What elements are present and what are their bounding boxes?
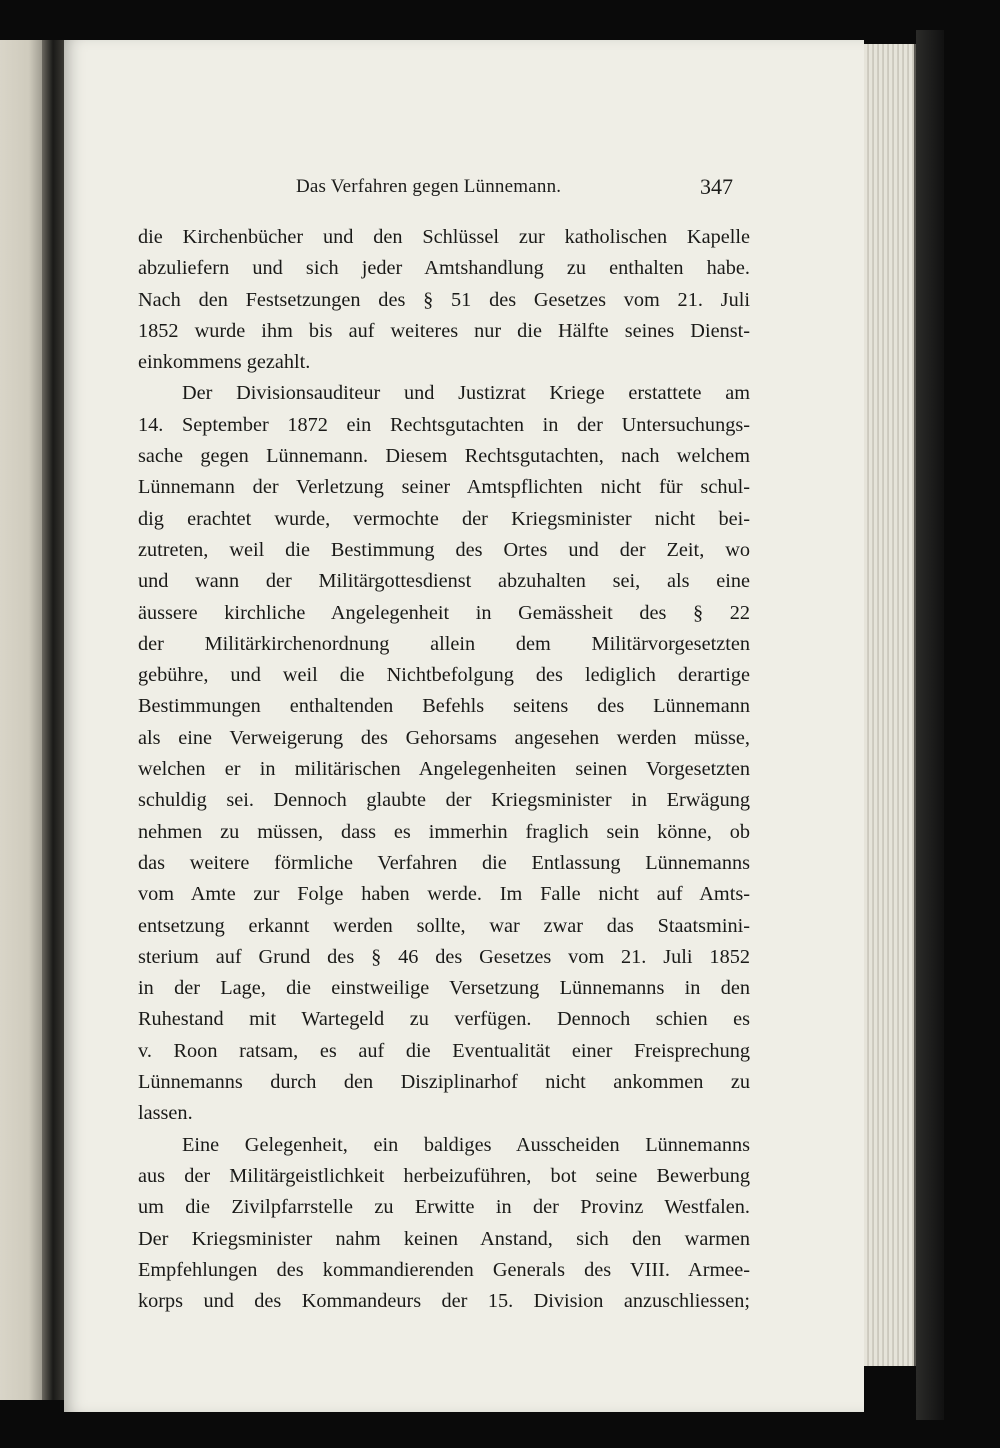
text-line: sterium auf Grund des § 46 des Gesetzes vom 21. Juli 1852 (138, 945, 750, 968)
body-text (138, 222, 750, 1317)
page-stack-edge (864, 44, 916, 1366)
text-line: welchen er in militärischen Angelegenheiten seinen Vorgesetzten (138, 758, 750, 781)
text-line: Nach den Festsetzungen des § 51 des Gesetzes vom 21. Juli (138, 288, 750, 311)
text-line: als eine Verweigerung des Gehorsams angesehen werden müsse, (138, 726, 750, 749)
text-line: nehmen zu müssen, dass es immerhin fraglich sein könne, ob (138, 820, 750, 843)
text-line: 1852 wurde ihm bis auf weiteres nur die Hälfte seines Dienst- (138, 319, 750, 342)
text-line: in der Lage, die einstweilige Versetzung Lünnemanns in den (138, 977, 750, 1000)
text-line: und wann der Militärgottesdienst abzuhalten sei, als eine (138, 570, 750, 593)
text-line: schuldig sei. Dennoch glaubte der Kriegsminister in Erwägung (138, 789, 750, 812)
running-head-title: Das Verfahren gegen Lünnemann. (296, 176, 562, 197)
text-line: äussere kirchliche Angelegenheit in Gemässheit des § 22 (138, 601, 750, 624)
text-line: lassen. (138, 1102, 193, 1125)
text-line: entsetzung erkannt werden sollte, war zwar das Staatsmini- (138, 914, 750, 937)
text-line: Ruhestand mit Wartegeld zu verfügen. Dennoch schien es (138, 1008, 750, 1031)
text-line: die Kirchenbücher und den Schlüssel zur katholischen Kapelle (138, 226, 750, 248)
running-head (64, 174, 864, 204)
paragraph-start-line: Eine Gelegenheit, ein baldiges Ausscheiden Lünnemanns (182, 1133, 750, 1156)
text-line: zutreten, weil die Bestimmung des Ortes und der Zeit, wo (138, 538, 750, 561)
text-line: sache gegen Lünnemann. Diesem Rechtsgutachten, nach welchem (138, 445, 750, 468)
book-gutter (42, 40, 64, 1400)
facing-page-edge (0, 40, 48, 1400)
text-line: abzuliefern und sich jeder Amtshandlung zu enthalten habe. (138, 257, 750, 280)
text-line: aus der Militärgeistlichkeit herbeizuführen, bot seine Bewerbung (138, 1164, 750, 1187)
text-line: Bestimmungen enthaltenden Befehls seitens des Lünnemann (138, 695, 750, 718)
book-cover-edge (916, 30, 944, 1420)
text-line: vom Amte zur Folge haben werde. Im Falle nicht auf Amts- (138, 883, 750, 906)
text-line: v. Roon ratsam, es auf die Eventualität einer Freisprechung (138, 1039, 750, 1062)
paragraph-start-line: Der Divisionsauditeur und Justizrat Kriege erstattete am (182, 382, 750, 405)
text-line: das weitere förmliche Verfahren die Entlassung Lünnemanns (138, 851, 750, 874)
page-number: 347 (700, 174, 733, 199)
text-line: korps und des Kommandeurs der 15. Division anzuschliessen; (138, 1290, 750, 1313)
text-line: Lünnemann der Verletzung seiner Amtspflichten nicht für schul- (138, 476, 750, 499)
text-line: Empfehlungen des kommandierenden Generals des VIII. Armee- (138, 1258, 750, 1281)
text-line: 14. September 1872 ein Rechtsgutachten in der Untersuchungs- (138, 413, 750, 436)
text-line: um die Zivilpfarrstelle zu Erwitte in der Provinz Westfalen. (138, 1196, 750, 1219)
text-line: dig erachtet wurde, vermochte der Kriegsminister nicht bei- (138, 507, 750, 530)
text-line: Der Kriegsminister nahm keinen Anstand, sich den warmen (138, 1227, 750, 1250)
text-line: Lünnemanns durch den Disziplinarhof nicht ankommen zu (138, 1071, 750, 1094)
text-line: gebühre, und weil die Nichtbefolgung des lediglich derartige (138, 664, 750, 687)
text-line: der Militärkirchenordnung allein dem Militärvorgesetzten (138, 632, 750, 655)
text-line: einkommens gezahlt. (138, 351, 311, 374)
